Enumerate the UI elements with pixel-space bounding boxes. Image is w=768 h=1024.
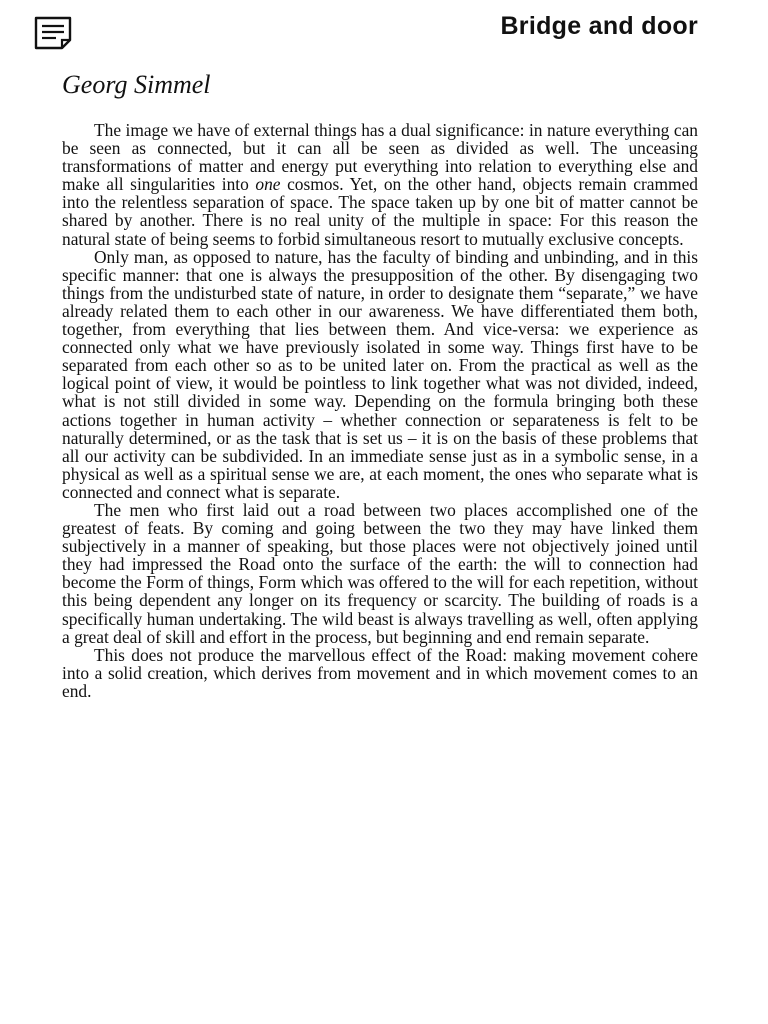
author-name: Georg Simmel — [62, 70, 211, 99]
paragraph-1-emphasis: one — [255, 174, 281, 195]
body-text — [62, 121, 698, 700]
paragraph-4: This does not produce the marvellous effect of the Road: making movement cohere into a solid creation, which derives from movement and in which movement comes to an end. — [62, 644, 698, 701]
paragraph-1 — [62, 121, 698, 248]
chapter-title: Bridge and door — [500, 12, 698, 40]
paragraph-3: The men who first laid out a road between two places accomplished one of the greatest of feats. By coming and going between the two they may have linked them subjectively in a manner of speaking, but those places were not objectively joined until they had impressed the Road onto the surface of the earth: the will to connection had become the Form of things, Form which was offered to the will for each repetition, without this being dependent any longer on its frequency or scarcity. The building of roads is a specifically human undertaking. The wild beast is always travelling as well, often applying a great deal of skill and effort in the process, but beginning and end remain separate. — [62, 499, 698, 647]
paragraph-1-start: The image we have of external things has a dual significance: in nature everything can be seen as connected, but it can all be seen as divided as well. The unceasing transformations of matter and energy put everything into relation to everything else and make all singularities into — [62, 120, 698, 195]
paragraph-2: Only man, as opposed to nature, has the faculty of binding and unbinding, and in this specific manner: that one is always the presupposition of the other. By disengaging two things from the undisturbed state of nature, in order to designate them “separate,” we have already related them to each other in our awareness. We have differentiated them both, together, from everything that lies between them. And vice-versa: we experience as connected only what we have previously isolated in some way. Things first have to be separated from each other so as to be united later on. From the practical as well as the logical point of view, it would be pointless to link together what was not divided, indeed, what is not still divided in some way. Depending on the formula bringing both these actions together in human activity – whether connection or separateness is felt to be naturally determined, or as the task that is set us – it is on the basis of these problems that all our activity can be subdivided. In an immediate sense just as in a symbolic sense, in a physical as well as a spiritual sense we are, at each moment, the ones who separate what is connected and connect what is separate. — [62, 246, 698, 502]
paragraph-1-end: cosmos. Yet, on the other hand, objects remain crammed into the relentless separation of space. The space taken up by one bit of matter cannot be shared by another. There is no real unity of the multiple in space: For this reason the natural state of being seems to forbid simultaneous resort to mutually exclusive concepts. — [62, 174, 698, 249]
document-icon-button[interactable] — [34, 16, 74, 50]
document-notes-icon — [34, 16, 74, 50]
